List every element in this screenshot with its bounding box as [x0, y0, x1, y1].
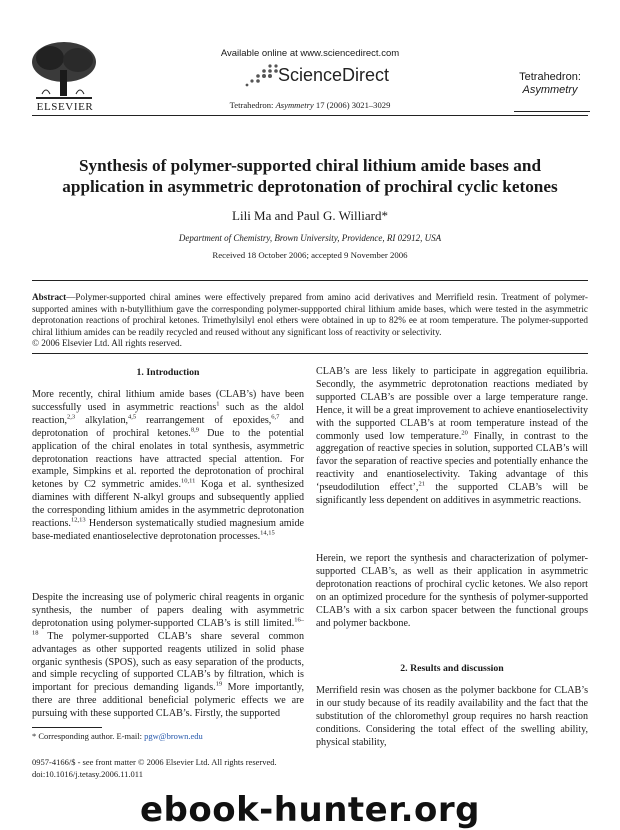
issn-line: 0957-4166/$ - see front matter © 2006 Elsevier Ltd. All rights reserved.	[32, 757, 277, 767]
affiliation: Department of Chemistry, Brown University, Providence, RI 02912, USA	[178, 233, 442, 243]
publisher-name: ELSEVIER	[36, 101, 94, 113]
article-title: Synthesis of polymer-supported chiral lithium amide bases and application in asymmetric deprotonation of prochiral cyclic ketones	[62, 156, 558, 196]
elsevier-logo	[28, 40, 100, 102]
doi-line[interactable]: doi:10.1016/j.tetasy.2006.11.011	[32, 769, 143, 779]
intro-heading: 1. Introduction	[136, 367, 200, 378]
abstract: Abstract—Polymer-supported chiral amines were effectively prepared from amino acid derivatives and Merrifield resin. Treatment of polymer-supported amines with n-butyllithium gave the corresponding polymer-suppported chiral lithium amide bases, which were tested in the asymmetric deprotonation reactions of prochiral ketones. Trimethylsilyl enol ethers were obtained in up to 82% ee at room temperature. The polymer-supported chiral lithium amides can be readily recycled and reused without any significant loss of reactivity or selectivity. © 2006 Elsevier Ltd. All rights reserved.	[32, 292, 588, 349]
journal-name: Tetrahedron: Asymmetry	[519, 71, 581, 96]
corresponding-author-footnote: * Corresponding author. E-mail: pgw@brown.edu	[32, 731, 203, 741]
intro-paragraph-1: More recently, chiral lithium amide bases (CLAB’s) have been successfully used in asymmetric reactions$^1$ such as the aldol reaction,$^{2,3}$ alkylation,$^{4,5}$ rearrangement of epoxides,$^{6,7}$ and deprotonation of prochiral ketones.$^{8,9}$ Due to the potential application of the chiral enolates in total synthesis, asymmetric deprotonation reactions have attracted special attention. For example, Simpkins et al. reported the deprotonation of prochiral ketones by C2 symmetric amides.$^{10,11}$ Koga et al. synthesized diamines with different N-alkyl groups and subsequently applied the corresponding lithium amides in the asymmetric deprotonation reactions.$^{12,13}$ Henderson systematically studied magnesium amide base-mediated enantioselective deprotonation processes.$^{14,15}$	[32, 389, 304, 542]
right-paragraph-2: Herein, we report the synthesis and characterization of polymer-supported CLAB’s, as well as their application in asymmetric deprotonation reactions of prochiral cyclic ketones. We also report on an optimized procedure for the synthesis of polymer-supported CLAB’s with a six carbon spacer between the functional groups and polymer backbone.	[316, 553, 588, 629]
citation-line: Tetrahedron: Asymmetry 17 (2006) 3021–3029	[229, 100, 391, 110]
results-paragraph-1: Merrifield resin was chosen as the polymer backbone for CLAB’s in our study because of its readily availability and the fact that the substitution of the chloromethyl group requires no harsh reaction conditions. Considering the total effect of the swelling ability, physical stability,	[316, 685, 588, 748]
watermark: ebook-hunter.org	[139, 790, 481, 830]
sciencedirect-wordmark: ScienceDirect	[278, 65, 390, 85]
received-dates: Received 18 October 2006; accepted 9 November 2006	[212, 250, 408, 260]
sciencedirect-logo	[240, 62, 410, 88]
journal-rule	[514, 111, 590, 112]
results-heading: 2. Results and discussion	[400, 663, 504, 674]
available-online: Available online at www.sciencedirect.com	[220, 48, 400, 59]
author-email-link[interactable]: pgw@brown.edu	[144, 731, 203, 741]
right-paragraph-1: CLAB’s are less likely to participate in aggregation equilibria. Secondly, the asymmetric deprotonation reactions mediated by supported CLAB’s are possible over a large temperature range. Hence, it will be a great improvement to achieve enantioselectivity with the supported CLAB’s at room temperature instead of the commonly used low temperature.$^{20}$ Finally, in contrast to the aggregation of reactive species in solution, supported CLAB’s will favor the separation of reactive species and potentially enhance the reactivity and enantioselectivity. Taking advantage of this ‘pseudodilution effect’,$^{21}$ the supported CLAB’s will be significantly less dependent on additives in asymmetric reactions.	[316, 366, 589, 507]
header-rule	[32, 115, 588, 116]
authors: Lili Ma and Paul G. Williard*	[232, 208, 388, 223]
abstract-rule	[32, 280, 588, 281]
abstract-rule-bottom	[32, 353, 588, 354]
abstract-copyright: © 2006 Elsevier Ltd. All rights reserved.	[32, 338, 182, 349]
elsevier-tree-icon	[28, 40, 100, 102]
intro-paragraph-2: Despite the increasing use of polymeric chiral reagents in organic synthesis, the number of papers dealing with asymmetric deprotonation using polymer-supported CLAB’s is still limited.$^{16-18}$ The polymer-supported CLAB’s share several common advantages as other supported reagents utilized in solid phase organic synthesis (SPOS), such as easy separation of the products, and simple recycling of supported CLAB’s by filtration, which is important for precious demanding ligands.$^{19}$ More importantly, there are three additional beneficial polymeric effects we are pursuing with these supported CLAB’s. Firstly, the supported	[32, 592, 304, 720]
footnote-rule	[32, 727, 102, 728]
